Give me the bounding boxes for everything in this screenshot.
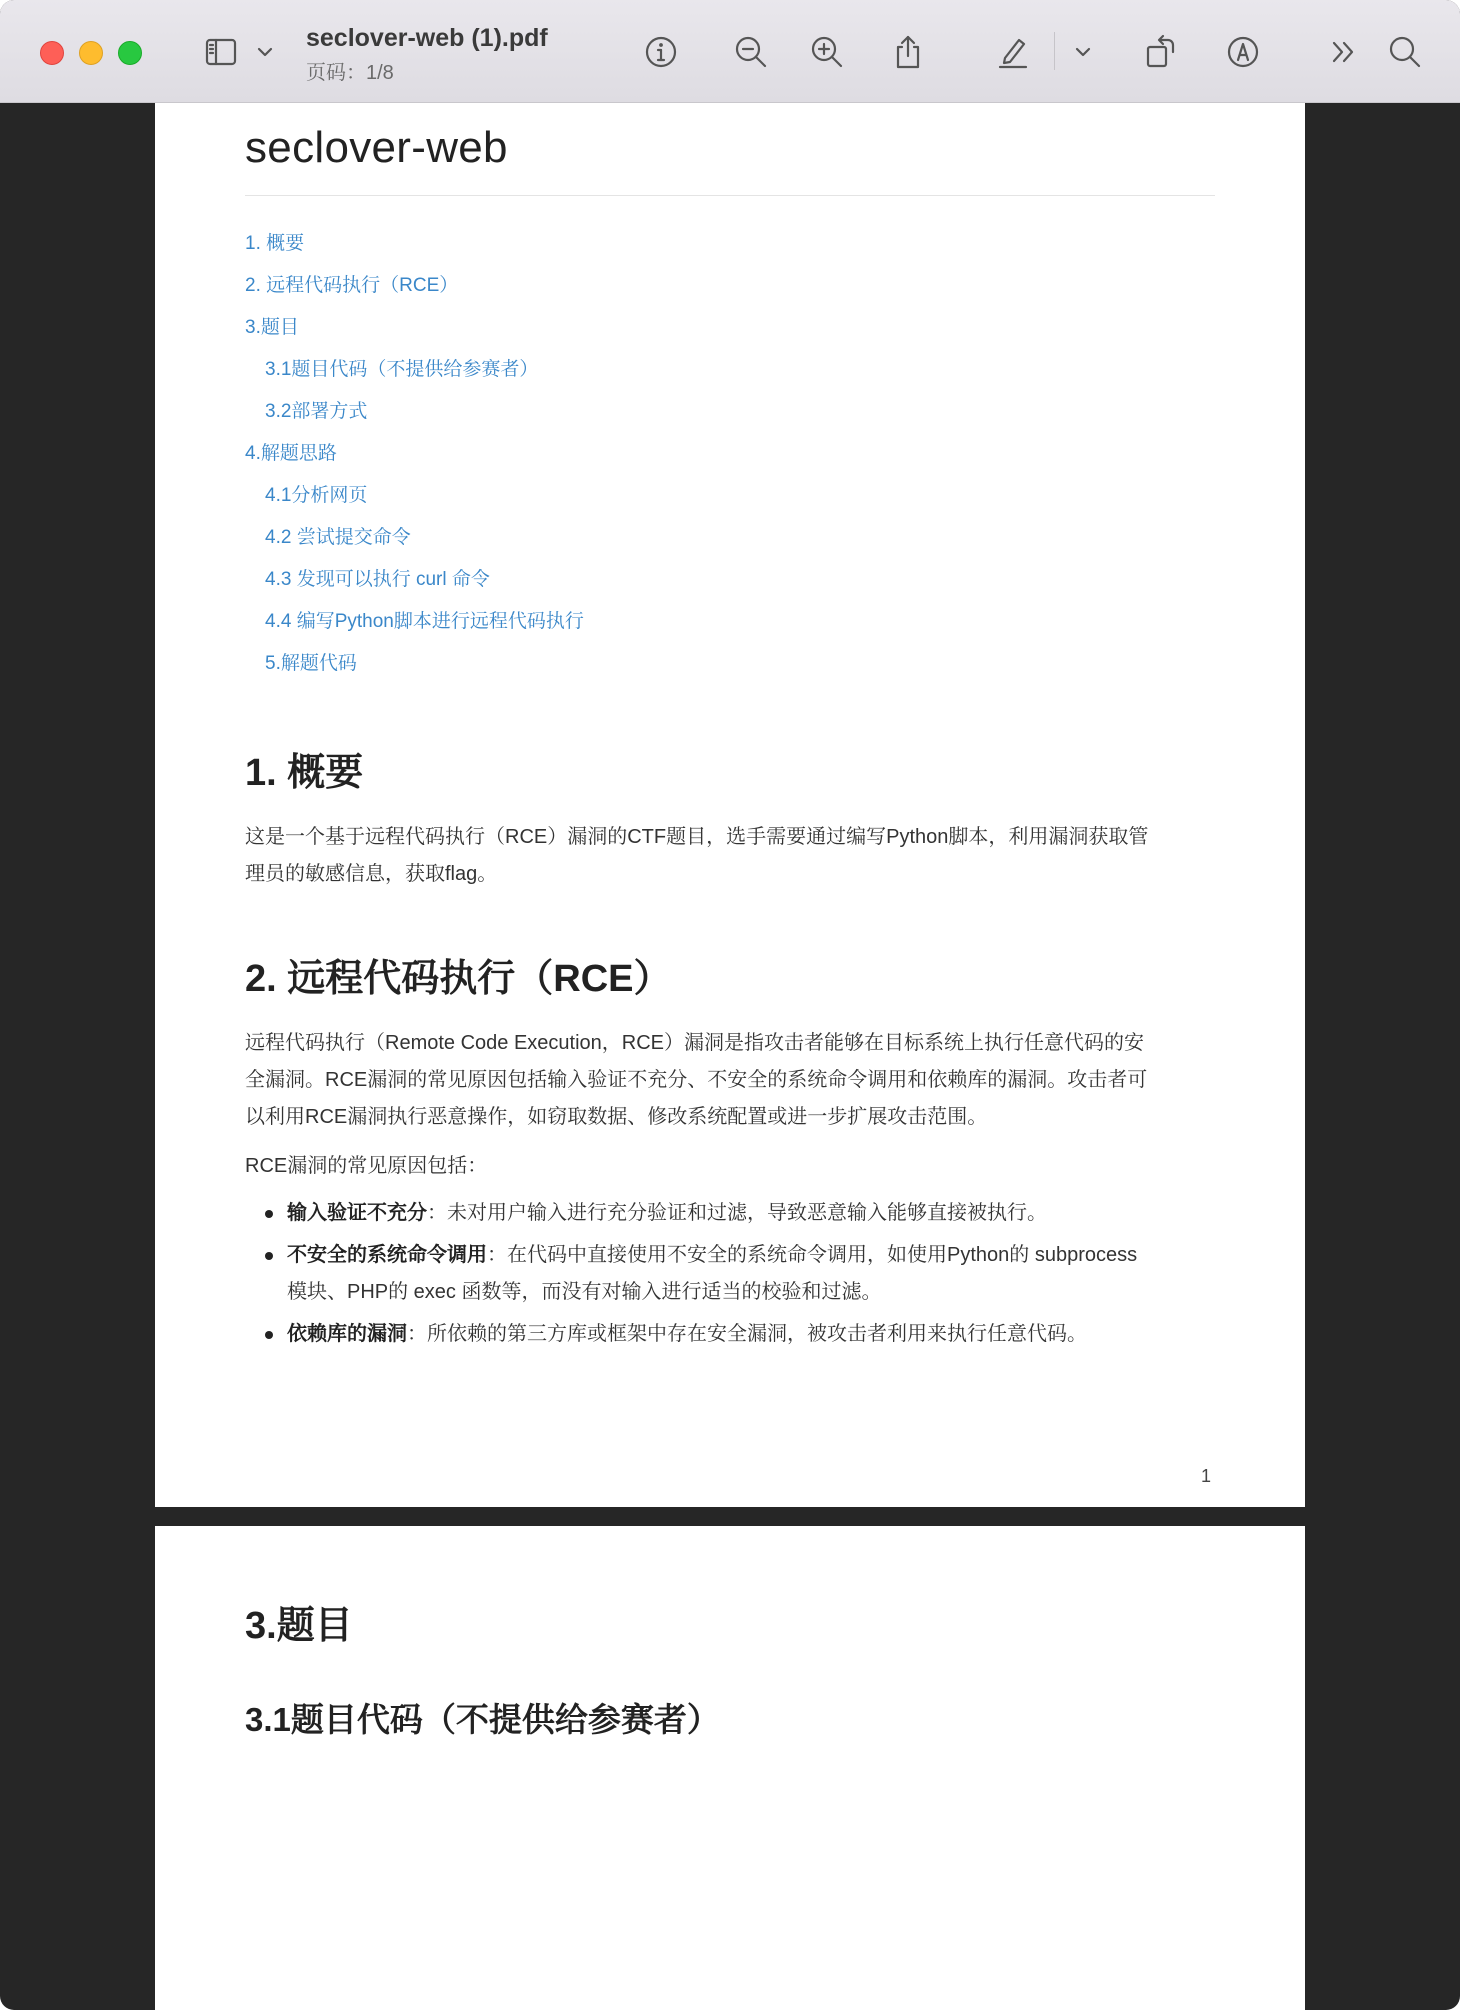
section-2-heading: 2. 远程代码执行（RCE） (245, 958, 672, 1000)
paragraph-line: 以利用RCE漏洞执行恶意操作，如窃取数据、修改系统配置或进一步扩展攻击范围。 (245, 1106, 988, 1128)
document-title: seclover-web (1).pdf (306, 24, 548, 52)
paragraph-line: 远程代码执行（Remote Code Execution，RCE）漏洞是指攻击者能够在目标系统上执行任意代码的安 (245, 1032, 1145, 1054)
bullet-text: 模块、PHP的 exec 函数等，而没有对输入进行适当的校验和过滤。 (287, 1281, 882, 1303)
toc-link[interactable]: 3.题目 (245, 317, 299, 338)
list-item (245, 1316, 1215, 1353)
paragraph-line: 理员的敏感信息，获取flag。 (245, 863, 498, 885)
pdf-page-1 (155, 103, 1305, 1507)
fullscreen-window-button[interactable] (118, 41, 142, 65)
section-3-heading: 3.题目 (245, 1605, 353, 1647)
section-1-paragraph (245, 819, 1215, 893)
zoom-out-icon[interactable] (729, 30, 773, 74)
toc-link[interactable]: 5.解题代码 (265, 653, 357, 674)
info-icon[interactable] (639, 30, 683, 74)
causes-list (245, 1195, 1215, 1358)
highlight-menu-chevron-icon[interactable] (1061, 30, 1105, 74)
table-of-contents (245, 223, 1215, 685)
pdf-page-2 (155, 1526, 1305, 2010)
toc-link[interactable]: 3.1题目代码（不提供给参赛者） (265, 359, 539, 380)
toc-link[interactable]: 4.1分析网页 (265, 485, 368, 506)
page-indicator: 页码：1/8 (306, 62, 394, 84)
section-1-heading: 1. 概要 (245, 752, 364, 794)
page-number: 1 (1200, 1466, 1211, 1486)
toc-link[interactable]: 4.3 发现可以执行 curl 命令 (265, 569, 490, 590)
toc-link[interactable]: 4.解题思路 (245, 443, 337, 464)
toc-link[interactable]: 2. 远程代码执行（RCE） (245, 275, 459, 296)
heading-divider (245, 195, 1215, 196)
close-window-button[interactable] (40, 41, 64, 65)
rotate-icon[interactable] (1139, 30, 1183, 74)
bullet-term: 依赖库的漏洞 (287, 1323, 407, 1345)
more-icon[interactable] (1321, 30, 1365, 74)
toolbar (0, 0, 1460, 103)
share-icon[interactable] (886, 30, 930, 74)
highlighter-icon[interactable] (991, 30, 1035, 74)
bullet-term: 输入验证不充分 (287, 1202, 427, 1224)
bullet-text: ：在代码中直接使用不安全的系统命令调用，如使用Python的 subprocess (487, 1244, 1138, 1266)
bullet-text: ：所依赖的第三方库或框架中存在安全漏洞，被攻击者利用来执行任意代码。 (407, 1323, 1087, 1345)
paragraph-line: 全漏洞。RCE漏洞的常见原因包括输入验证不充分、不安全的系统命令调用和依赖库的漏洞。攻击者可 (245, 1069, 1148, 1091)
search-icon[interactable] (1383, 30, 1427, 74)
sidebar-icon[interactable] (199, 30, 243, 74)
toc-link[interactable]: 3.2部署方式 (265, 401, 368, 422)
list-item (245, 1237, 1215, 1311)
document-heading: seclover-web (245, 123, 508, 172)
section-3-1-heading: 3.1题目代码（不提供给参赛者） (245, 1701, 720, 1738)
section-2-paragraph (245, 1025, 1215, 1136)
toc-link[interactable]: 4.4 编写Python脚本进行远程代码执行 (265, 611, 584, 632)
toolbar-separator (1054, 32, 1055, 70)
markup-icon[interactable] (1221, 30, 1265, 74)
bullet-term: 不安全的系统命令调用 (287, 1244, 487, 1266)
zoom-in-icon[interactable] (805, 30, 849, 74)
list-item (245, 1195, 1215, 1232)
sidebar-menu-chevron-icon[interactable] (243, 30, 287, 74)
causes-intro: RCE漏洞的常见原因包括： (245, 1155, 488, 1177)
paragraph-line: 这是一个基于远程代码执行（RCE）漏洞的CTF题目，选手需要通过编写Python脚本，利用漏洞获取管 (245, 826, 1149, 848)
bullet-text: ：未对用户输入进行充分验证和过滤，导致恶意输入能够直接被执行。 (427, 1202, 1047, 1224)
toc-link[interactable]: 4.2 尝试提交命令 (265, 527, 411, 548)
toc-link[interactable]: 1. 概要 (245, 233, 305, 254)
minimize-window-button[interactable] (79, 41, 103, 65)
